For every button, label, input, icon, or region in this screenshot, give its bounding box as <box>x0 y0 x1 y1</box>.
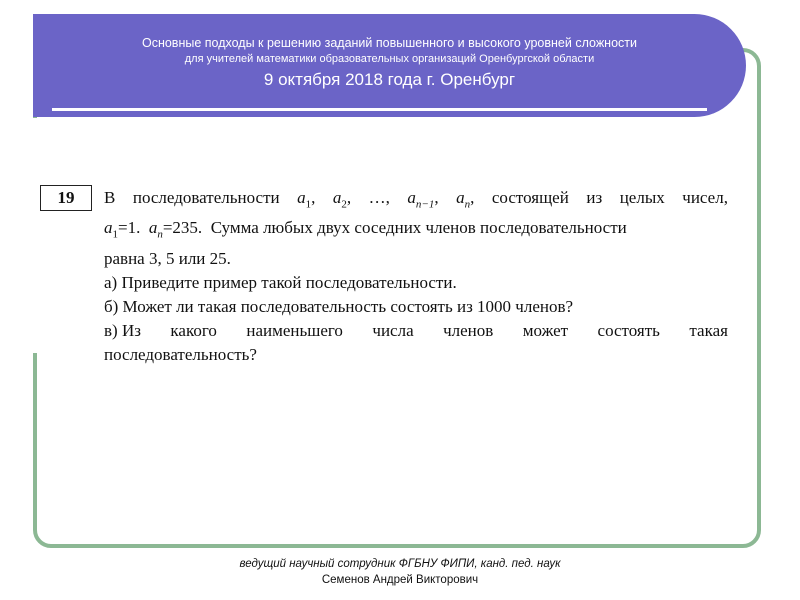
task-line-2: $a_1=1$. $a_n=235$. Сумма любых двух соседних членов последовательности <box>104 218 627 241</box>
header-subtitle: для учителей математики образовательных организаций Оренбургской области <box>184 53 595 65</box>
task-part-a: а) Приведите пример такой последовательности. <box>104 272 457 292</box>
task-number: 19 <box>40 185 92 211</box>
task-line-1: В последовательности $a_1$, $a_2$, …, $a_{n-1}$, $a_n$, состоящей из целых чисел, <box>104 188 728 211</box>
banner-underline <box>52 108 707 111</box>
author-name: Семенов Андрей Викторович <box>321 574 479 586</box>
task-text <box>104 186 728 367</box>
author-position: ведущий научный сотрудник ФГБНУ ФИПИ, канд. пед. наук <box>239 558 561 570</box>
task-part-b: б) Может ли такая последовательность состоять из 1000 членов? <box>104 296 574 316</box>
task-part-c-end: последовательность? <box>104 344 257 364</box>
header-date: 9 октября 2018 года г. Оренбург <box>263 70 516 89</box>
task-line-3: равна 3, 5 или 25. <box>104 248 231 268</box>
header-banner <box>33 14 746 117</box>
frame-gap <box>30 118 38 353</box>
header-title: Основные подходы к решению заданий повышенного и высокого уровней сложности <box>141 36 637 50</box>
task-part-c: в) Из какого наименьшего числа членов может состоять такая <box>104 320 728 340</box>
